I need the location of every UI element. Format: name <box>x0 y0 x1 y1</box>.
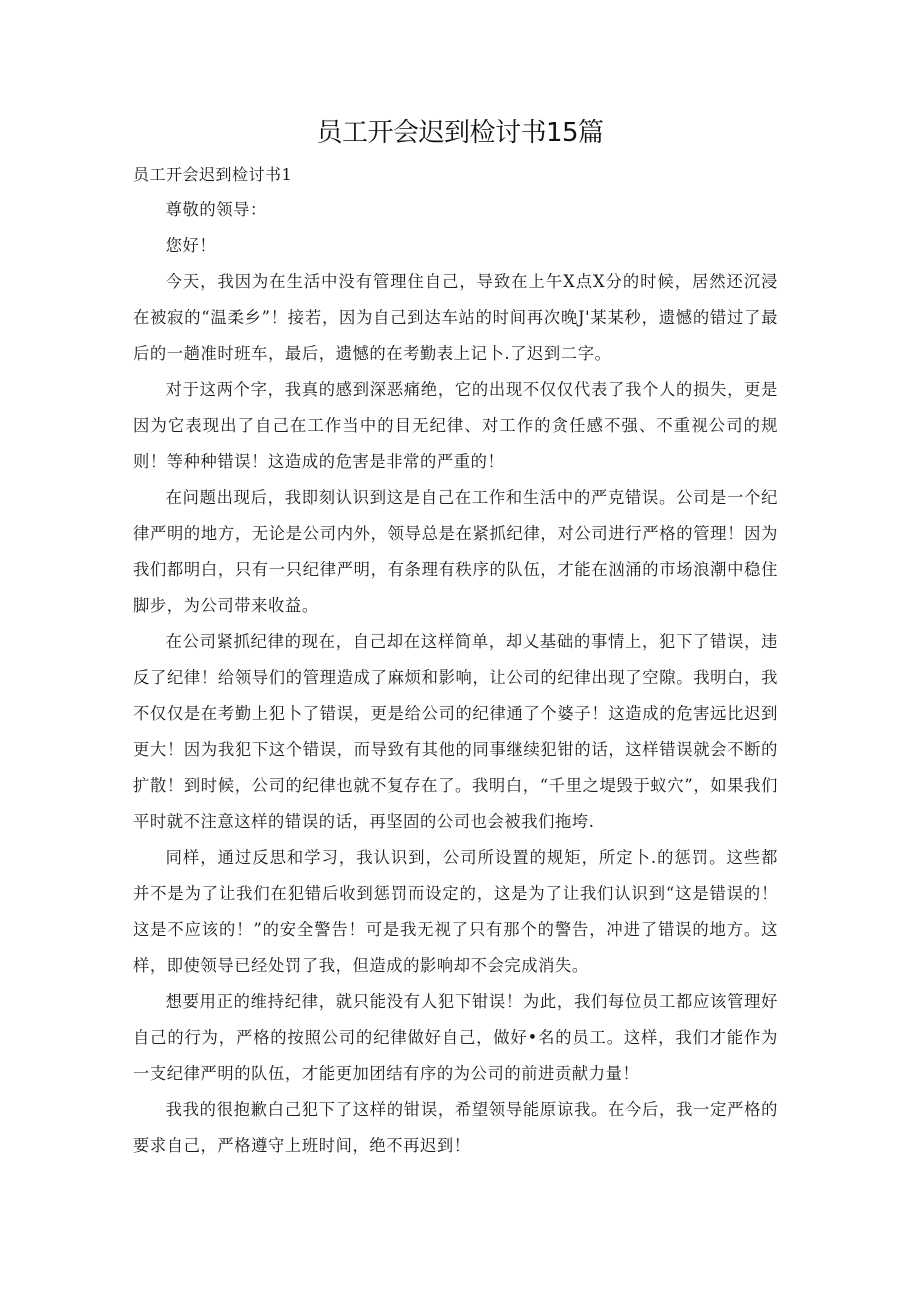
section-title: 员工开会迟到检讨书1 <box>133 165 293 184</box>
paragraph: 在公司紧抓纪律的现在，自己却在这样简单，却乂基础的事情上，犯下了错误，违反了纪律！给领导们的管理造成了麻烦和影响，让公司的纪律出现了空隙。我明白，我不仅仅是在考勤上犯卜了错误，更是给公司的纪律通了个婆子！这造成的危害远比迟到更大！因为我犯下这个错误，而导致有其他的同事继续犯钳的话，这样错误就会不断的扩散！到时候，公司的纪律也就不复存在了。我明白，“千里之堤毁于蚁穴”，如果我们平时就不注意这样的错误的话，再坚固的公司也会被我们拖垮. <box>133 632 778 831</box>
greeting: 您好！ <box>165 236 217 255</box>
salutation: 尊敬的领导： <box>165 200 267 219</box>
paragraph: 想要用正的维持纪律，就只能没有人犯下钳误！为此，我们每位员工都应该管理好自己的行为，严格的按照公司的纪律做好自己，做好•名的员工。这样，我们才能作为一支纪律严明的队伍，才能更加团结有序的为公司的前进贡献力量！ <box>133 992 778 1083</box>
paragraph: 我我的很抱歉白己犯下了这样的钳误，希望领导能原谅我。在今后，我一定严格的要求自己，严格遵守上班时间，绝不再迟到！ <box>133 1100 778 1155</box>
paragraph: 同样，通过反思和学习，我认识到，公司所设置的规矩，所定卜.的惩罚。这些都并不是为了让我们在犯错后收到惩罚而设定的，这是为了让我们认识到“这是错误的！这是不应该的！”的安全警告！可是我无视了只有那个的警告，冲进了错误的地方。这样，即使领导已经处罚了我，但造成的影响却不会完成消失。 <box>133 848 778 975</box>
document-body <box>133 192 778 1164</box>
document-title: 员工开会迟到检讨书15篇 <box>316 118 604 148</box>
paragraph: 在问题出现后，我即刻认识到这是自己在工作和生活中的严克错误。公司是一个纪律严明的地方，无论是公司内外，领导总是在紧抓纪律，对公司进行严格的管理！因为我们都明白，只有一只纪律严明，有条理有秩序的队伍，才能在汹涌的市场浪潮中稳住脚步，为公司带来收益。 <box>133 488 778 615</box>
paragraph: 对于这两个字，我真的感到深恶痛绝，它的出现不仅仅代表了我个人的损失，更是因为它表现出了自己在工作当中的目无纪律、对工作的贪任感不强、不重视公司的规则！等种种错误！这造成的危害是非常的严重的！ <box>133 380 778 471</box>
paragraph: 今天，我因为在生活中没有管理住自己，导致在上午X点X分的时候，居然还沉浸在被寂的“温柔乡”！接若，因为自己到达车站的时间再次晚J'某某秒，遗憾的错过了最后的一趟准时班车，最后，遗憾的在考勤表上记卜.了迟到二字。 <box>133 272 778 363</box>
